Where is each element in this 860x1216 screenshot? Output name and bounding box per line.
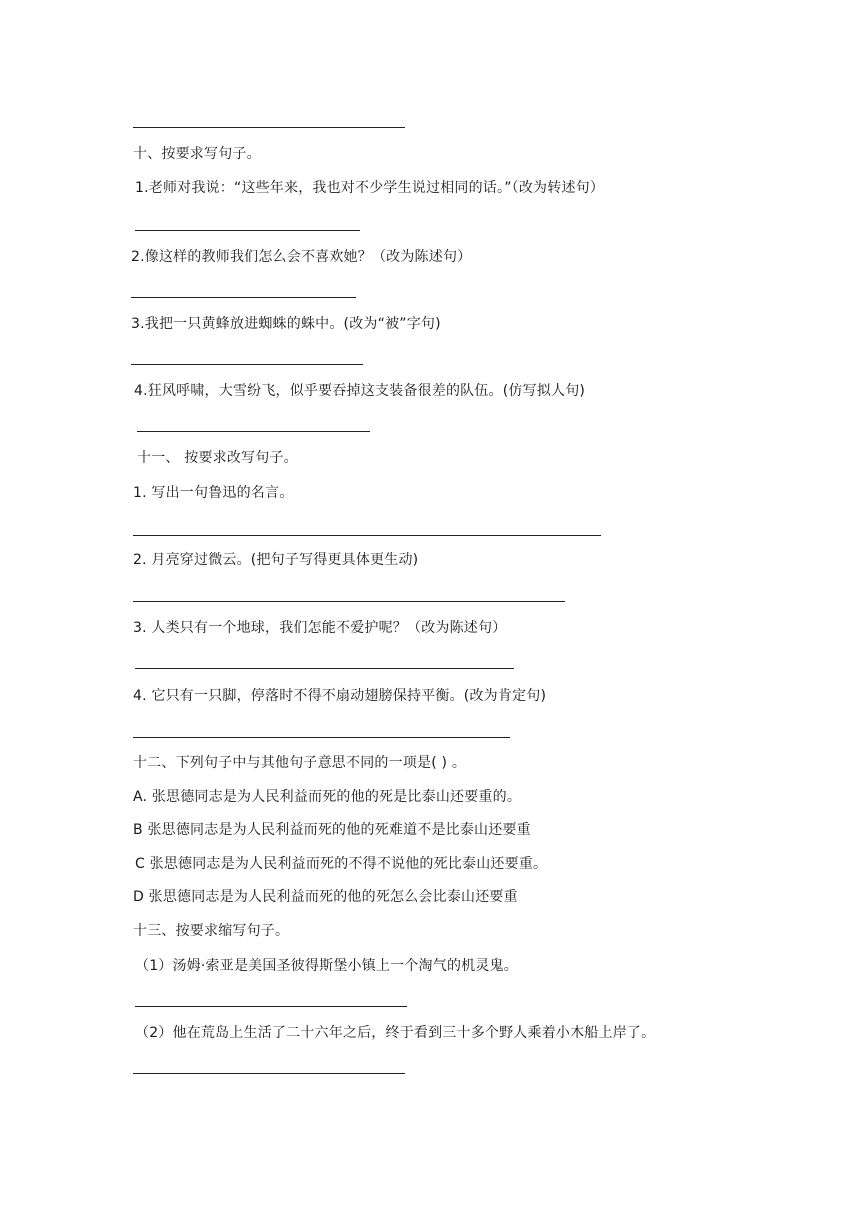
answer-line[interactable] xyxy=(133,601,565,602)
question-item: 3. 人类只有一个地球，我们怎能不爱护呢？（改为陈述句） xyxy=(133,620,507,636)
answer-line[interactable] xyxy=(135,668,514,669)
question-item: 1. 写出一句鲁迅的名言。 xyxy=(133,485,294,501)
answer-line[interactable] xyxy=(133,1073,405,1074)
question-item: （1）汤姆·索亚是美国圣彼得斯堡小镇上一个淘气的机灵鬼。 xyxy=(135,958,518,974)
answer-line[interactable] xyxy=(133,535,601,536)
section-heading: 十一、 按要求改写句子。 xyxy=(137,450,298,466)
question-item: 3.我把一只黄蜂放进蜘蛛的蛛中。(改为“被”字句) xyxy=(131,316,441,332)
question-item: 2.像这样的教师我们怎么会不喜欢她？（改为陈述句） xyxy=(131,249,472,265)
answer-line[interactable] xyxy=(131,364,363,365)
option-d: D 张思德同志是为人民利益而死的他的死怎么会比泰山还要重 xyxy=(133,889,518,905)
answer-line[interactable] xyxy=(135,230,360,231)
section-heading: 十、按要求写句子。 xyxy=(133,146,261,162)
answer-line[interactable] xyxy=(137,431,370,432)
question-item: 1.老师对我说：“这些年来，我也对不少学生说过相同的话。”（改为转述句） xyxy=(135,180,605,196)
answer-line[interactable] xyxy=(133,737,510,738)
answer-line[interactable] xyxy=(133,127,405,128)
question-item: 4. 它只有一只脚，停落时不得不扇动翅膀保持平衡。(改为肯定句) xyxy=(133,688,547,704)
question-item: 2. 月亮穿过微云。(把句子写得更具体更生动) xyxy=(133,552,419,568)
answer-line[interactable] xyxy=(135,1006,407,1007)
answer-line[interactable] xyxy=(131,297,356,298)
question-item: （2）他在荒岛上生活了二十六年之后，终于看到三十多个野人乘着小木船上岸了。 xyxy=(135,1025,656,1041)
option-c: C 张思德同志是为人民利益而死的不得不说他的死比泰山还要重。 xyxy=(135,856,548,872)
question-item: 4.狂风呼啸，大雪纷飞，似乎要吞掉这支装备很差的队伍。(仿写拟人句) xyxy=(134,383,586,399)
option-a: A. 张思德同志是为人民利益而死的他的死是比泰山还要重的。 xyxy=(133,789,522,805)
section-heading: 十二、下列句子中与其他句子意思不同的一项是( ) 。 xyxy=(133,755,467,771)
option-b: B 张思德同志是为人民利益而死的他的死难道不是比泰山还要重 xyxy=(133,822,531,838)
section-heading: 十三、按要求缩写句子。 xyxy=(133,923,290,939)
